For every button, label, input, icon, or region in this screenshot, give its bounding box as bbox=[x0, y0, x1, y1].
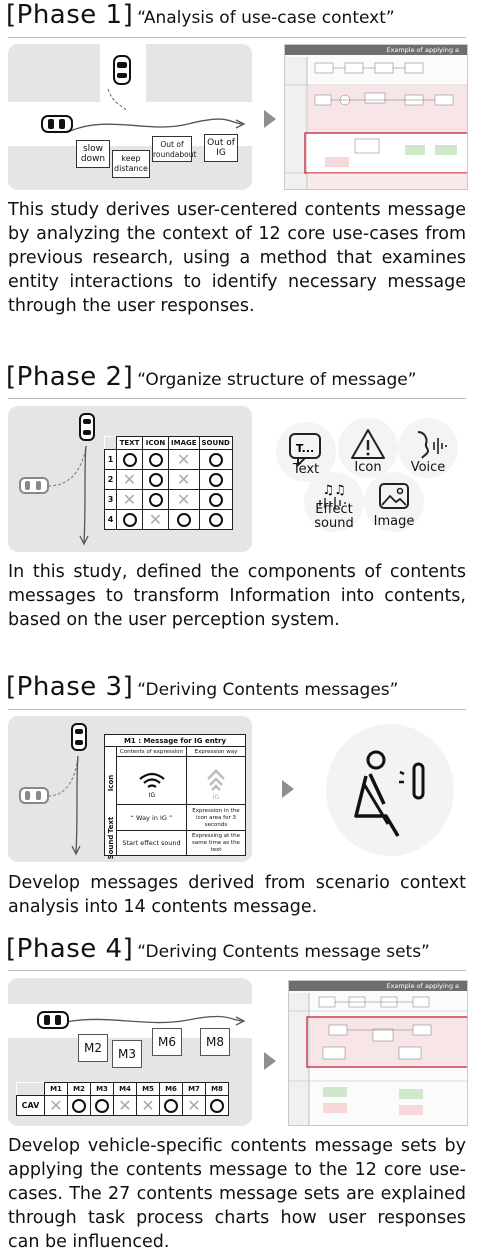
phase-3-divider bbox=[8, 709, 466, 710]
table-header-icon: ICON bbox=[143, 437, 169, 450]
mark-o bbox=[149, 473, 163, 487]
table-row: 4 ✕ bbox=[105, 510, 233, 530]
phase-1-scenario-panel bbox=[8, 44, 252, 190]
phase-2-label: [Phase 2] bbox=[6, 362, 134, 392]
svg-text:♫♫: ♫♫ bbox=[322, 483, 346, 498]
set-header-m8: M8 bbox=[206, 1083, 229, 1096]
car-top-icon bbox=[114, 56, 130, 84]
phase-2-component-table bbox=[104, 436, 233, 530]
set-header-m2: M2 bbox=[68, 1083, 91, 1096]
mark-o bbox=[210, 1099, 224, 1113]
mark-x: ✕ bbox=[117, 470, 143, 490]
car-left-icon bbox=[42, 116, 72, 132]
table-header-image: IMAGE bbox=[169, 437, 200, 450]
table-row bbox=[17, 1096, 229, 1116]
mark-x: ✕ bbox=[169, 450, 200, 470]
sign-out-of-ig: Out of IG bbox=[204, 134, 238, 162]
phase-3-description: Develop messages derived from scenario context analysis into 14 contents message. bbox=[8, 873, 466, 917]
mark-o bbox=[123, 453, 137, 467]
phase-2-structure-panel bbox=[8, 406, 252, 552]
set-header-m3: M3 bbox=[91, 1083, 114, 1096]
wifi-signal-icon bbox=[117, 757, 187, 805]
phase-1-divider bbox=[8, 37, 466, 38]
mark-o bbox=[209, 513, 223, 527]
table-row: 1 ✕ bbox=[105, 450, 233, 470]
message-side-text: Text bbox=[107, 816, 115, 834]
icon-row-content: IG bbox=[148, 792, 156, 799]
car-left-icon bbox=[20, 478, 48, 493]
mark-o bbox=[149, 493, 163, 507]
car-top-icon bbox=[80, 414, 94, 440]
mark-x: ✕ bbox=[45, 1096, 68, 1116]
mark-x: ✕ bbox=[114, 1096, 137, 1116]
phase-1-arrow-icon bbox=[264, 110, 276, 128]
phase-3-header bbox=[6, 672, 398, 702]
sound-row-content: Start effect sound bbox=[117, 831, 187, 855]
message-card-header-contents: Contents of expression bbox=[117, 747, 187, 757]
text-row-way: Expression in the icon area for 3 seconds bbox=[187, 805, 245, 831]
phase-4-set-panel bbox=[8, 978, 252, 1126]
phase-1-chart-caption: Example of applying a bbox=[285, 45, 467, 55]
mark-x: ✕ bbox=[137, 1096, 160, 1116]
message-side-sound: Sound bbox=[107, 834, 115, 860]
message-card bbox=[104, 734, 246, 860]
phase-3-label: [Phase 3] bbox=[6, 672, 134, 702]
set-header-m5: M5 bbox=[137, 1083, 160, 1096]
car-left-icon bbox=[20, 788, 48, 803]
sign-keep-distance: keep distance bbox=[112, 150, 150, 178]
set-header-m4: M4 bbox=[114, 1083, 137, 1096]
phase-1-description: This study derives user-centered contents message by analyzing the context of 12 core use-cases from previous research, using a method that examines entity interactions to identify necessary message through the user responses. bbox=[8, 200, 466, 316]
car-left-icon bbox=[38, 1012, 68, 1028]
phase-4-task-chart bbox=[288, 980, 468, 1126]
mark-o bbox=[95, 1099, 109, 1113]
phase-4-title: “Deriving Contents message sets” bbox=[137, 942, 430, 962]
phase-1-header bbox=[6, 0, 395, 30]
phase-4-header bbox=[6, 934, 430, 964]
phase-4-chart-graphic bbox=[289, 981, 468, 1126]
table-header-text: TEXT bbox=[117, 437, 143, 450]
message-card-header-way: Expression way bbox=[187, 747, 245, 757]
phase-3-message-panel bbox=[8, 716, 252, 862]
component-label-effect-sound: Effect sound bbox=[314, 502, 354, 531]
phase-2-title: “Organize structure of message” bbox=[137, 370, 417, 390]
component-label-voice: Voice bbox=[410, 460, 446, 475]
mark-x: ✕ bbox=[169, 490, 200, 510]
phase-4-arrow-icon bbox=[264, 1052, 276, 1070]
seatbelt-illustration bbox=[326, 724, 454, 856]
set-row-label: CAV bbox=[17, 1096, 45, 1116]
message-m2: M2 bbox=[78, 1034, 108, 1062]
text-row-content: “ Way in IG ” bbox=[117, 805, 187, 831]
icon-row-way: IG bbox=[212, 794, 220, 801]
mark-x: ✕ bbox=[169, 470, 200, 490]
mark-x: ✕ bbox=[143, 510, 169, 530]
table-header-sound: SOUND bbox=[199, 437, 232, 450]
phase-1-chart-graphic bbox=[285, 45, 468, 190]
phase-2-header bbox=[6, 362, 417, 392]
phase-1-title: “Analysis of use-case context” bbox=[137, 8, 395, 28]
mark-o bbox=[177, 513, 191, 527]
table-row: 2 ✕ ✕ bbox=[105, 470, 233, 490]
phase-3-arrow-icon bbox=[282, 780, 294, 798]
sign-slow-down: slow down bbox=[76, 140, 110, 168]
table-row: 3 ✕ ✕ bbox=[105, 490, 233, 510]
mark-o bbox=[209, 453, 223, 467]
mark-o bbox=[209, 473, 223, 487]
phase-2-divider bbox=[8, 398, 466, 399]
phase-1-task-chart bbox=[284, 44, 468, 190]
mark-o bbox=[123, 513, 137, 527]
set-header-m1: M1 bbox=[45, 1083, 68, 1096]
message-m6: M6 bbox=[152, 1028, 182, 1056]
mark-x: ✕ bbox=[183, 1096, 206, 1116]
phase-3-title: “Deriving Contents messages” bbox=[137, 680, 399, 700]
mark-o bbox=[72, 1099, 86, 1113]
mark-o bbox=[209, 493, 223, 507]
text-icon-glyph: T... bbox=[295, 442, 315, 455]
component-label-text: Text bbox=[292, 462, 320, 477]
faded-signal-icon bbox=[187, 757, 245, 805]
phase-4-label: [Phase 4] bbox=[6, 934, 134, 964]
mark-o bbox=[164, 1099, 178, 1113]
phase-2-description: In this study, defined the components of contents messages to transform Information into contents, based on the user perception system. bbox=[8, 562, 466, 630]
seatbelt-warning-icon bbox=[326, 724, 454, 856]
message-side-icon: Icon bbox=[107, 774, 115, 792]
car-top-icon bbox=[72, 724, 86, 750]
phase-4-set-table bbox=[16, 1082, 229, 1116]
set-header-m7: M7 bbox=[183, 1083, 206, 1096]
mark-x: ✕ bbox=[117, 490, 143, 510]
sign-out-of-roundabout: Out of roundabout bbox=[152, 136, 192, 162]
component-label-image: Image bbox=[373, 514, 415, 529]
phase-4-divider bbox=[8, 970, 466, 971]
component-label-icon: Icon bbox=[354, 460, 382, 475]
set-header-m6: M6 bbox=[160, 1083, 183, 1096]
message-card-title: M1 : Message for IG entry bbox=[105, 735, 245, 747]
phase-1-label: [Phase 1] bbox=[6, 0, 134, 30]
sound-row-way: Expressing at the same time as the text bbox=[191, 833, 241, 853]
message-m3: M3 bbox=[112, 1040, 142, 1068]
phase-4-chart-caption: Example of applying a bbox=[289, 981, 467, 991]
message-m8: M8 bbox=[200, 1028, 230, 1056]
phase-4-description: Develop vehicle-specific contents message sets by applying the contents message to the 12 core use-cases. The 27 contents message sets are explained through task process charts how user responses can be influenced. bbox=[8, 1136, 466, 1252]
mark-o bbox=[149, 453, 163, 467]
